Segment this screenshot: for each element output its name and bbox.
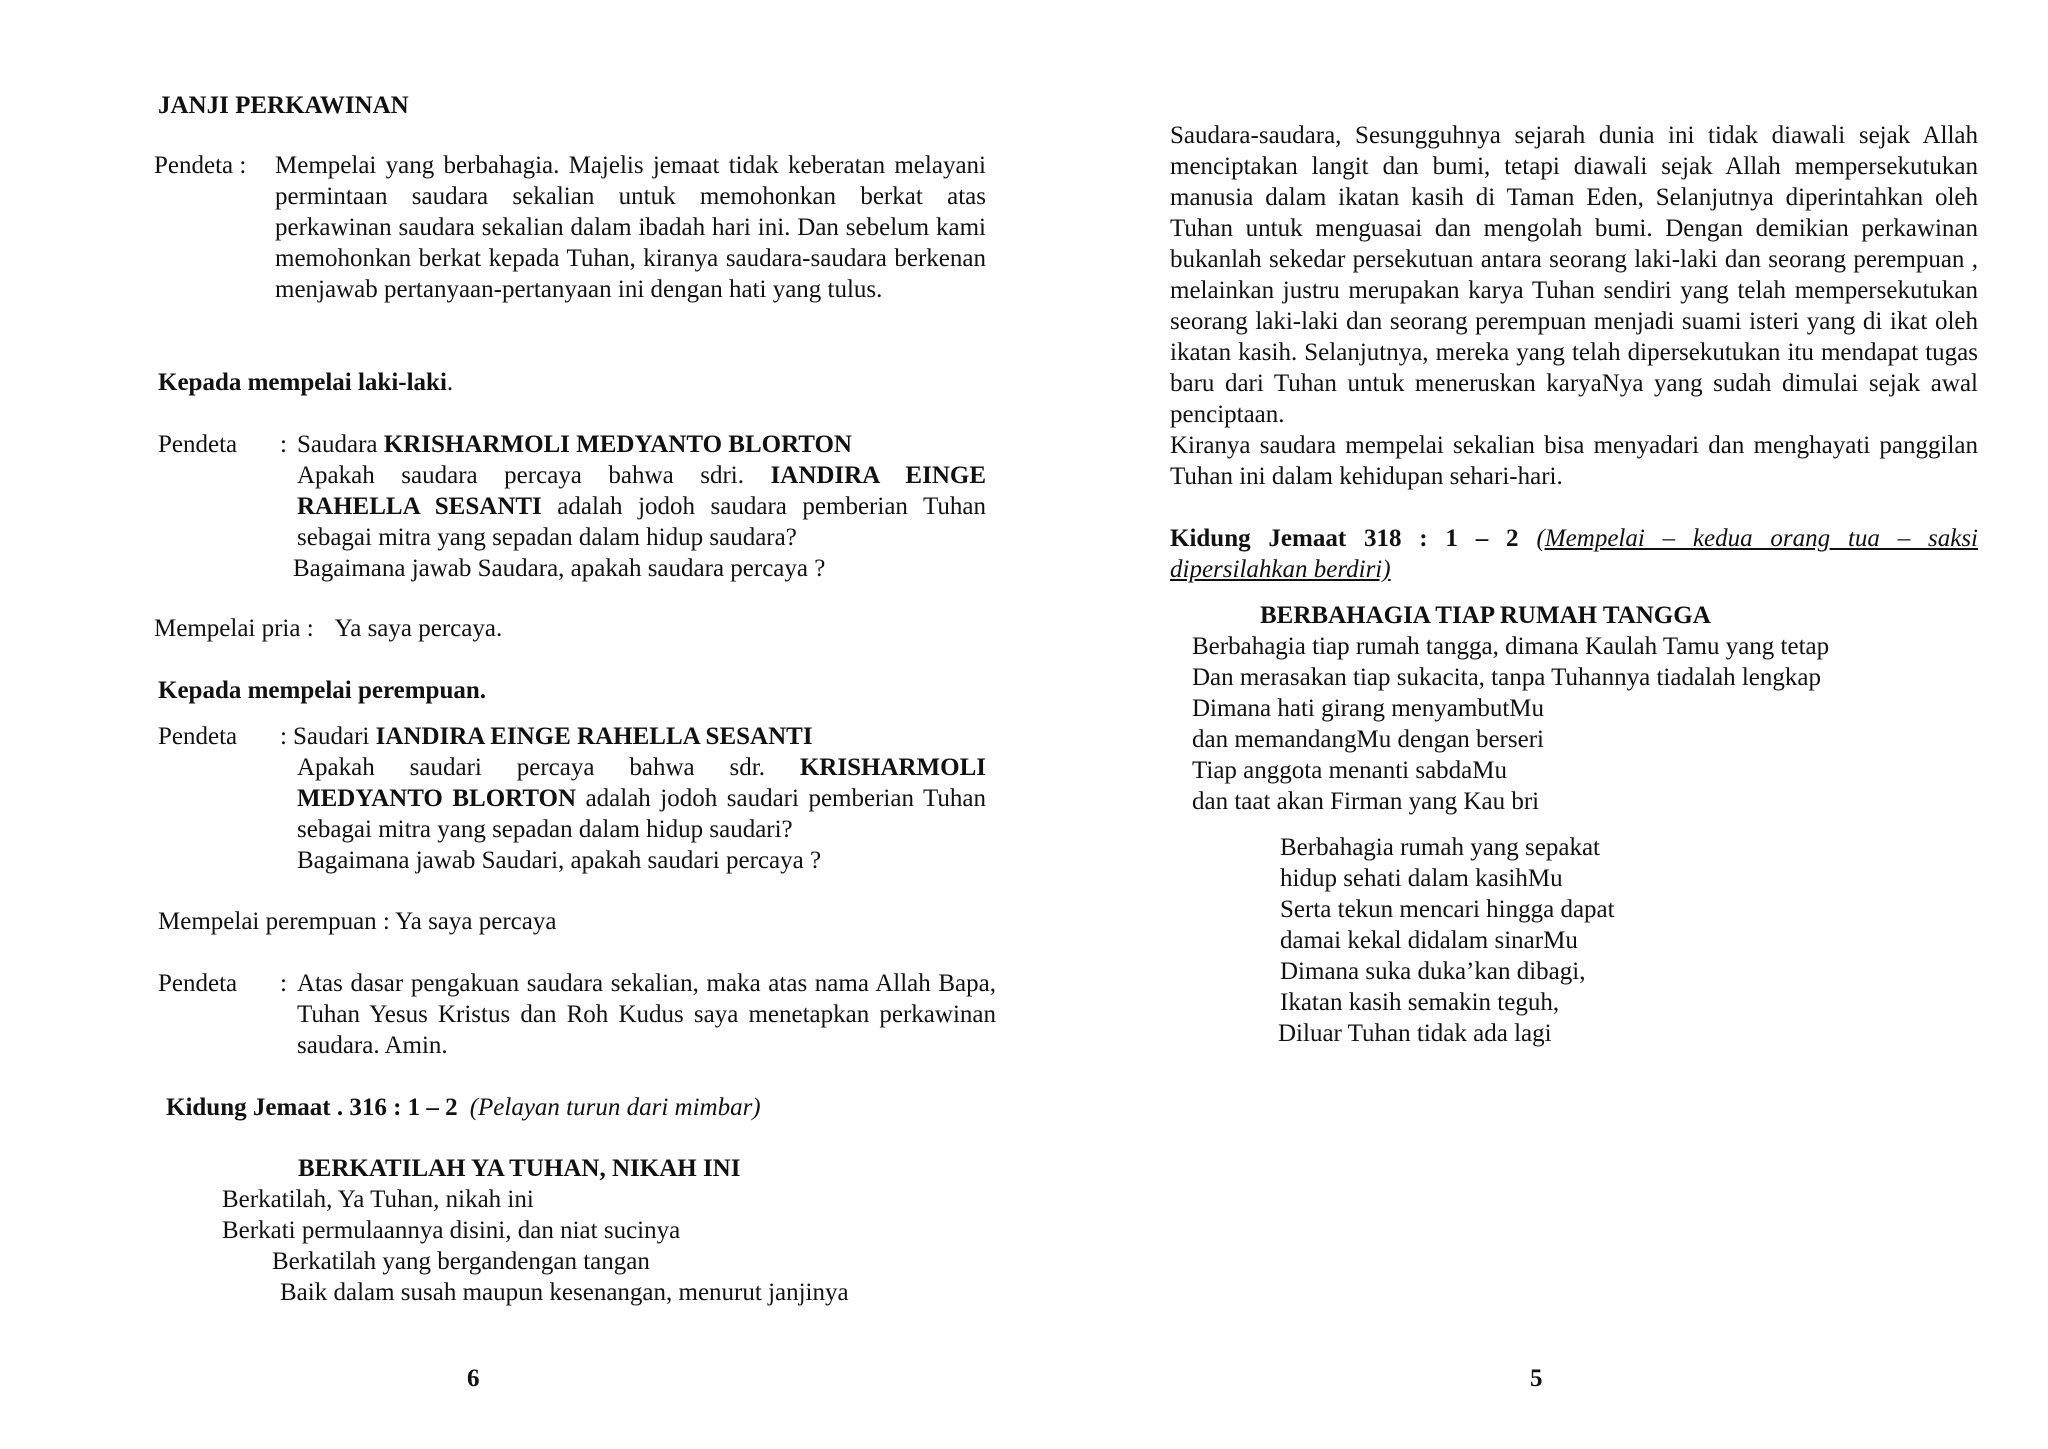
hymn-verse-2 [1280, 832, 1615, 1049]
hymn-reference: Kidung Jemaat . 316 : 1 – 2 (Pelayan turun dari mimbar) [166, 1094, 761, 1121]
hymn-line: Berbahagia tiap rumah tangga, dimana Kaulah Tamu yang tetap [1192, 633, 1830, 660]
hymn-line: Berkati permulaannya disini, dan niat sucinya [222, 1217, 681, 1244]
hymn-line: Berkatilah, Ya Tuhan, nikah ini [222, 1186, 534, 1213]
hymn-line: Tiap anggota menanti sabdaMu [1192, 757, 1508, 784]
hymn-line: damai kekal didalam sinarMu [1280, 927, 1578, 954]
bride-heading: Kepada mempelai perempuan. [158, 677, 487, 704]
hymn-verse-1 [1192, 631, 1829, 817]
hymn-line: Dimana hati girang menyambutMu [1192, 695, 1545, 722]
groom-heading: Kepada mempelai laki-laki. [158, 369, 454, 396]
right-page [1170, 0, 1978, 1449]
speaker-label: Pendeta [158, 431, 238, 458]
hymn-line: Serta tekun mencari hingga dapat [1280, 896, 1615, 923]
hymn-line: Dimana suka duka’kan dibagi, [1280, 958, 1586, 985]
bride-question-text: Saudari IANDIRA EINGE RAHELLA SESANTI Apakah saudari percaya bahwa sdr. KRISHARMOLI MEDYANTO BLORTON adalah jodoh saudari pemberian Tuhan sebagai mitra yang sepadan dalam hidup saudari? Bagaimana jawab Saudari, apakah saudari percaya ? [293, 723, 986, 874]
section-heading: JANJI PERKAWINAN [158, 92, 409, 119]
speaker-label: Pendeta [158, 970, 238, 997]
intro-text: Mempelai yang berbahagia. Majelis jemaat tidak keberatan melayani permintaan saudara sekalian untuk memohonkan berkat atas perkawinan saudara sekalian dalam ibadah hari ini. Dan sebelum kami memohonkan berkat kepada Tuhan, kiranya saudara-saudara berkenan menjawab pertanyaan-pertanyaan ini dengan hati yang tulus. [275, 152, 986, 303]
hymn-line: Berbahagia rumah yang sepakat [1280, 834, 1601, 861]
groom-name: KRISHARMOLI MEDYANTO BLORTON [383, 431, 852, 458]
declaration-block: Pendeta : Atas dasar pengakuan saudara sekalian, maka atas nama Allah Bapa, Tuhan Yesus Kristus dan Roh Kudus saya menetapkan perkawinan saudara. Amin. [158, 970, 996, 1059]
page-number: 5 [1530, 1365, 1543, 1392]
hymn-line: hidup sehati dalam kasihMu [1280, 865, 1563, 892]
paragraph: Saudara-saudara, Sesungguhnya sejarah dunia ini tidak diawali sejak Allah menciptakan langit dan bumi, tetapi diawali sejak Allah mempersekutukan manusia dalam ikatan kasih di Taman Eden, Selanjutnya diperintahkan oleh Tuhan untuk menguasai dan mengolah bumi. Dengan demikian perkawinan bukanlah sekedar persekutuan antara seorang laki-laki dan seorang perempuan , melainkan justru merupakan karya Tuhan sendiri yang telah mempersekutukan seorang laki-laki dan seorang perempuan menjadi suami isteri yang di ikat oleh ikatan kasih. Selanjutnya, mereka yang telah dipersekutukan itu mendapat tugas baru dari Tuhan untuk meneruskan karyaNya yang sudah dimulai sejak awal penciptaan. [1170, 122, 1978, 428]
bride-name: IANDIRA EINGE RAHELLA SESANTI [297, 462, 987, 520]
hymn-line: dan memandangMu dengan berseri [1192, 726, 1544, 753]
bride-question-block: Pendeta : Saudari IANDIRA EINGE RAHELLA SESANTI Apakah saudari percaya bahwa sdr. KRISHARMOLI MEDYANTO BLORTON adalah jodoh saudari pemberian Tuhan sebagai mitra yang sepadan dalam hidup saudari? Bagaimana jawab Saudari, apakah saudari percaya ? [158, 723, 986, 874]
hymn-title: BERBAHAGIA TIAP RUMAH TANGGA [1260, 602, 1711, 629]
intro-block [154, 150, 986, 305]
hymn-reference: Kidung Jemaat 318 : 1 – 2 (Mempelai – kedua orang tua – saksi dipersilahkan berdiri) [1170, 525, 1978, 583]
speaker-label: Pendeta [158, 723, 238, 750]
hymn-line: Diluar Tuhan tidak ada lagi [1278, 1020, 1552, 1047]
groom-answer: Mempelai pria : Ya saya percaya. [154, 615, 503, 642]
left-page [150, 0, 1020, 1449]
hymn-line: Baik dalam susah maupun kesenangan, menurut janjinya [280, 1279, 849, 1306]
declaration-text: Atas dasar pengakuan saudara sekalian, maka atas nama Allah Bapa, Tuhan Yesus Kristus dan Roh Kudus saya menetapkan perkawinan saudara. Amin. [297, 970, 996, 1059]
groom-question-block: Pendeta : Saudara KRISHARMOLI MEDYANTO BLORTON Apakah saudara percaya bahwa sdri. IANDIRA EINGE RAHELLA SESANTI adalah jodoh saudara pemberian Tuhan sebagai mitra yang sepadan dalam hidup saudara? Bagaimana jawab Saudara, apakah saudara percaya ? [158, 431, 987, 582]
groom-question-text: Saudara KRISHARMOLI MEDYANTO BLORTON Apakah saudara percaya bahwa sdri. IANDIRA EINGE RAHELLA SESANTI adalah jodoh saudara pemberian Tuhan sebagai mitra yang sepadan dalam hidup saudara? Bagaimana jawab Saudara, apakah saudara percaya ? [293, 431, 987, 582]
hymn-line: Berkatilah yang bergandengan tangan [272, 1248, 650, 1275]
bride-answer: Mempelai perempuan : Ya saya percaya [158, 908, 557, 935]
hymn-line: Dan merasakan tiap sukacita, tanpa Tuhannya tiadalah lengkap [1192, 664, 1821, 691]
page-number: 6 [467, 1365, 480, 1392]
speaker-label: Pendeta : [154, 152, 247, 179]
paragraph: Kiranya saudara mempelai sekalian bisa menyadari dan menghayati panggilan Tuhan ini dalam kehidupan sehari-hari. [1170, 432, 1978, 490]
hymn-line: Ikatan kasih semakin teguh, [1280, 989, 1560, 1016]
bride-name: IANDIRA EINGE RAHELLA SESANTI [375, 723, 813, 750]
groom-name: KRISHARMOLI MEDYANTO BLORTON [297, 754, 986, 812]
hymn-line: dan taat akan Firman yang Kau bri [1192, 788, 1540, 815]
hymn-title: BERKATILAH YA TUHAN, NIKAH INI [298, 1155, 741, 1182]
